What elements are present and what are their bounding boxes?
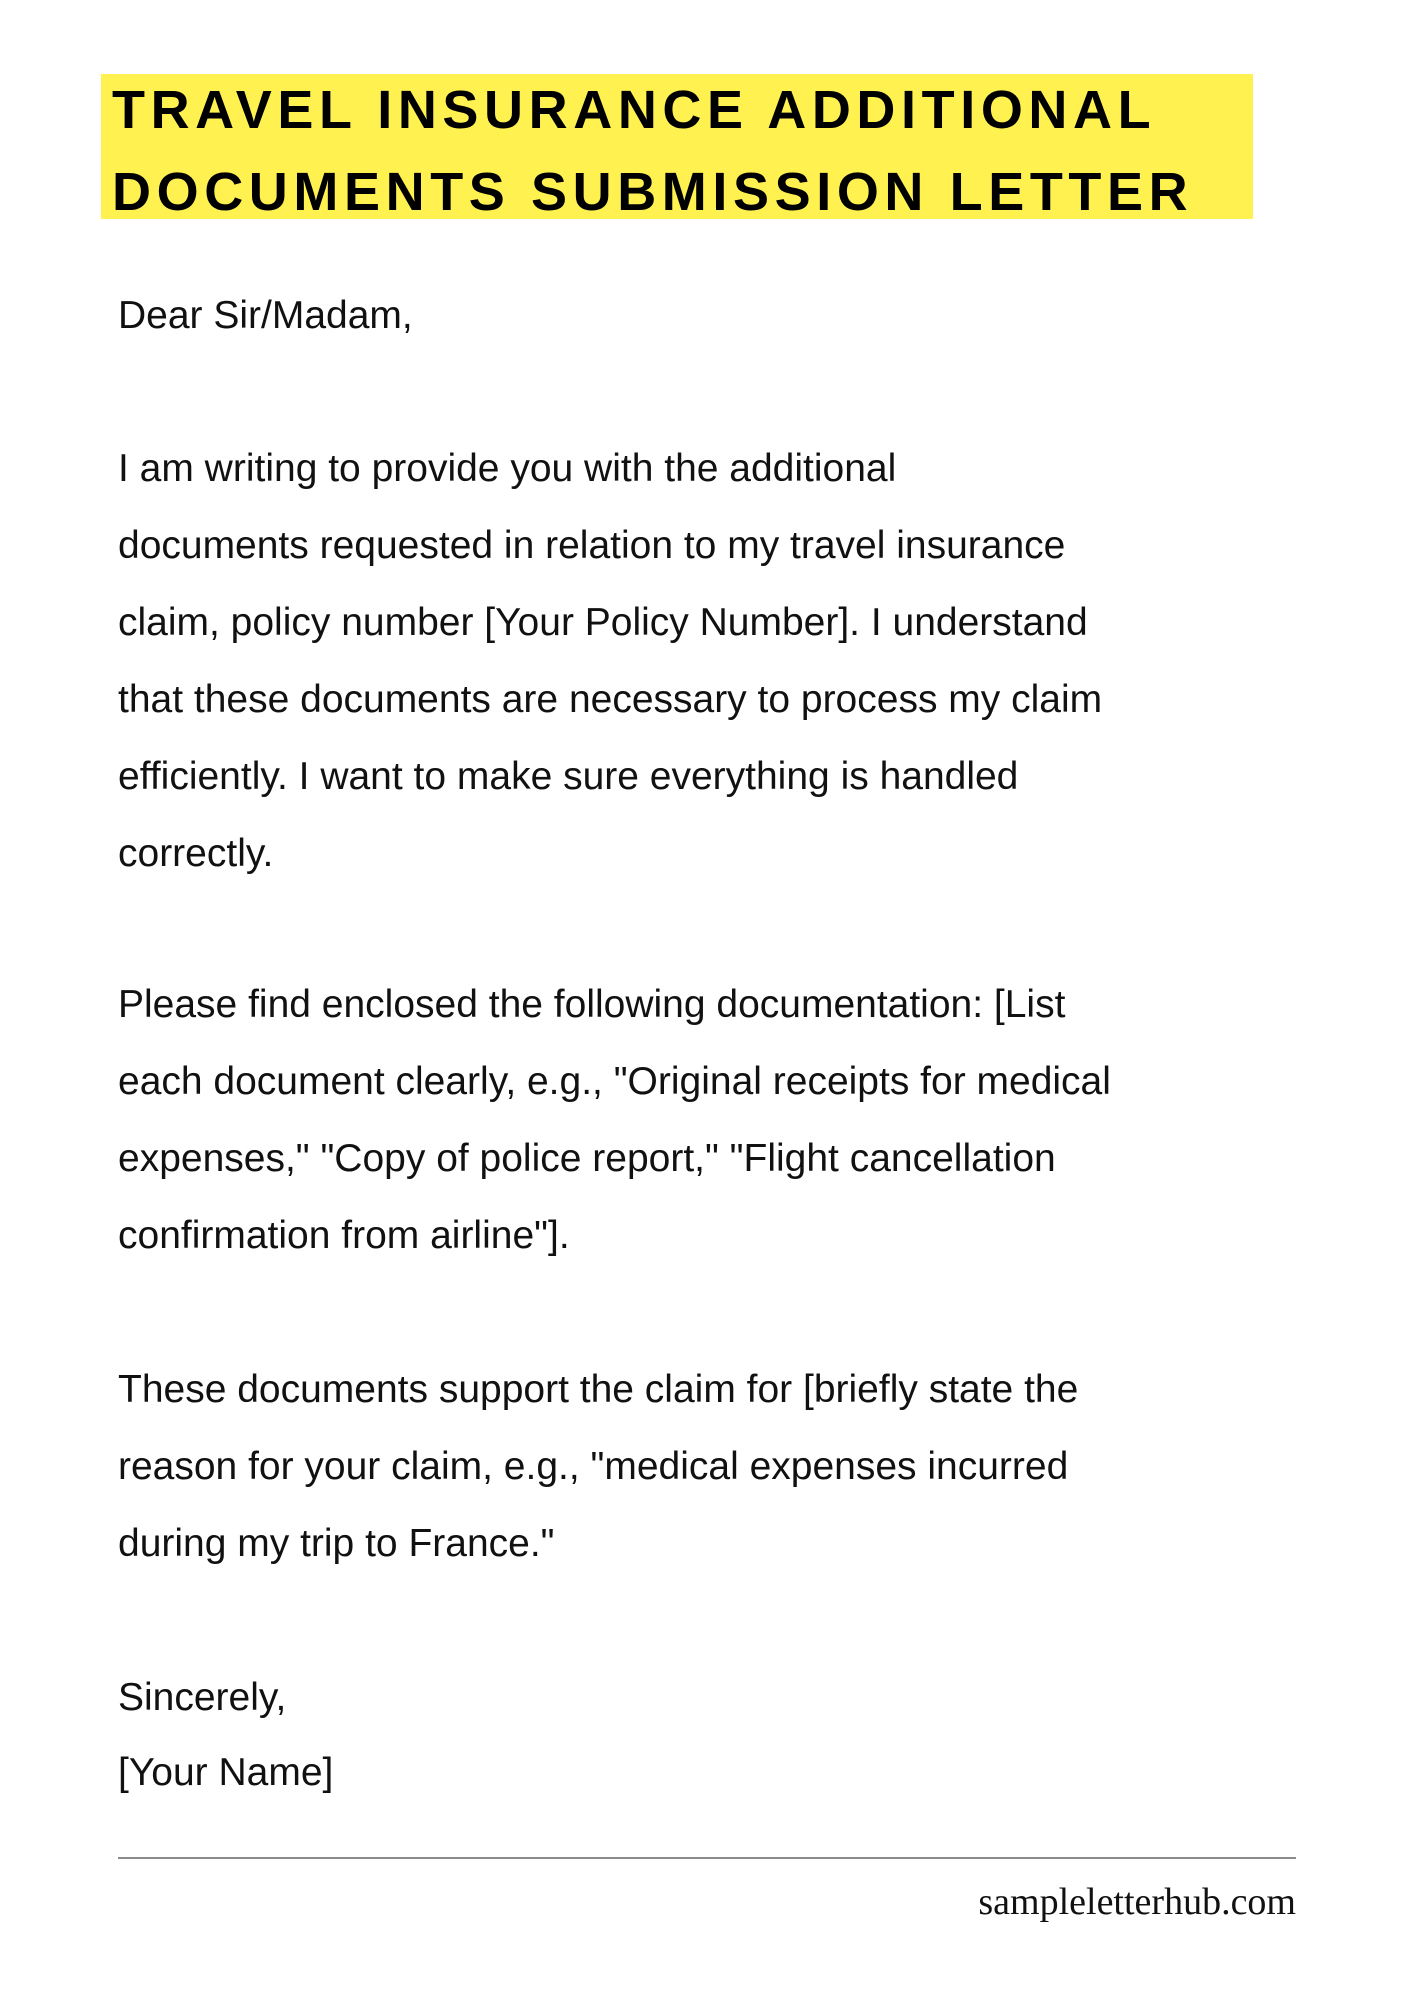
paragraph-line: reason for your claim, e.g., "medical expenses incurred (118, 1445, 1069, 1488)
signature-name: [Your Name] (118, 1751, 334, 1794)
closing: Sincerely, (118, 1676, 287, 1719)
paragraph-line: expenses," "Copy of police report," "Flight cancellation (118, 1137, 1056, 1180)
title-highlight (101, 74, 1253, 222)
paragraph-line: confirmation from airline"]. (118, 1214, 570, 1257)
page-title-line-1: TRAVEL INSURANCE ADDITIONAL (112, 80, 1157, 140)
paragraph-line: I am writing to provide you with the additional (118, 447, 897, 490)
paragraph-line: that these documents are necessary to process my claim (118, 678, 1103, 721)
paragraph-line: Please find enclosed the following documentation: [List (118, 983, 1066, 1026)
paragraph-line: These documents support the claim for [briefly state the (118, 1368, 1079, 1411)
footer-site-name: sampleletterhub.com (978, 1881, 1296, 1923)
footer-divider (118, 1857, 1296, 1859)
salutation: Dear Sir/Madam, (118, 294, 413, 337)
paragraph-line: claim, policy number [Your Policy Number]. I understand (118, 601, 1088, 644)
paragraph-line: each document clearly, e.g., "Original receipts for medical (118, 1060, 1111, 1103)
paragraph-line: documents requested in relation to my travel insurance (118, 524, 1066, 567)
paragraph-line: during my trip to France." (118, 1522, 555, 1565)
paragraph-line: correctly. (118, 832, 274, 875)
paragraph-line: efficiently. I want to make sure everything is handled (118, 755, 1019, 798)
page-title-line-2: DOCUMENTS SUBMISSION LETTER (112, 162, 1194, 222)
